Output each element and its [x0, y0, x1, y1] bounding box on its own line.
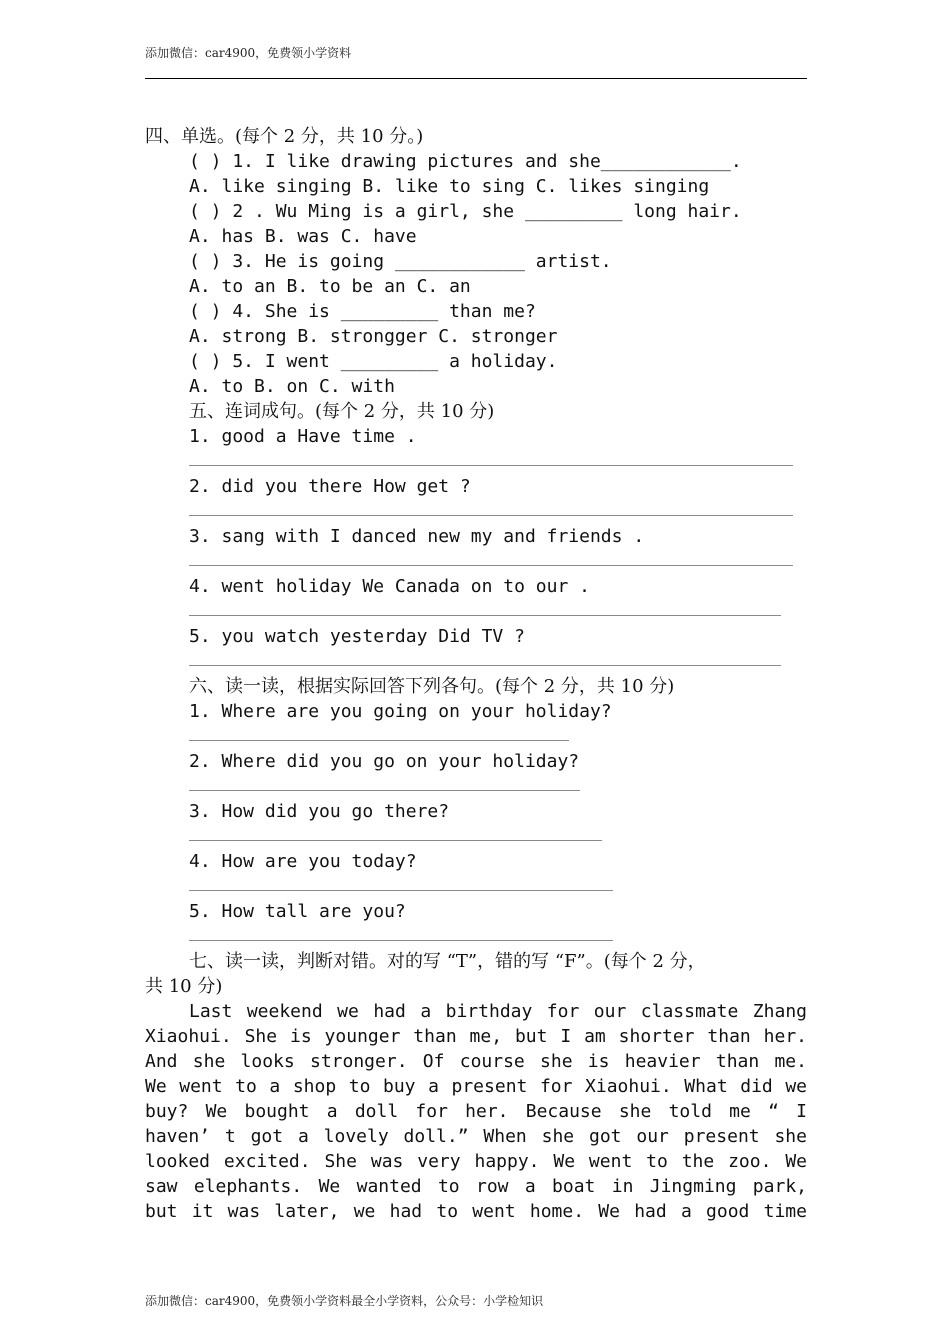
question-2-options: A. has B. was C. have — [189, 226, 417, 247]
answer-question-4: 4. How are you today? — [189, 851, 417, 872]
section-6-title: 六、读一读，根据实际回答下列各句。(每个 2 分，共 10 分) — [189, 676, 675, 697]
word-order-item-2: 2. did you there How get ? — [189, 476, 471, 497]
answer-line — [145, 924, 807, 949]
answer-line — [145, 599, 807, 624]
section-4-title: 四、单选。(每个 2 分，共 10 分。) — [145, 126, 424, 147]
word-order-item-3: 3. sang with I danced new my and friends . — [189, 526, 645, 547]
word-order-item-5: 5. you watch yesterday Did TV ? — [189, 626, 525, 647]
answer-line — [145, 449, 807, 474]
worksheet-content — [145, 124, 807, 1224]
question-5: ( ) 5. I went _________ a holiday. — [189, 351, 558, 372]
question-1-options: A. like singing B. like to sing C. likes singing — [189, 176, 710, 197]
passage-line: saw elephants. We wanted to row a boat in Jingming park, — [145, 1176, 807, 1197]
passage-line: but it was later, we had to went home. We had a good time — [145, 1201, 807, 1222]
section-7-title: 七、读一读，判断对错。对的写 “T”，错的写 “F”。(每个 2 分， — [189, 951, 706, 972]
answer-question-2: 2. Where did you go on your holiday? — [189, 751, 580, 772]
answer-line — [145, 499, 807, 524]
answer-line — [145, 649, 807, 674]
word-order-item-1: 1. good a Have time . — [189, 426, 417, 447]
answer-line — [145, 724, 807, 749]
page-footer: 添加微信：car4900，免费领小学资料最全小学资料，公众号：小学检知识 — [145, 1294, 544, 1308]
answer-question-5: 5. How tall are you? — [189, 901, 406, 922]
answer-line — [145, 549, 807, 574]
passage-line: buy? We bought a doll for her. Because she told me “ I — [145, 1101, 807, 1122]
question-5-options: A. to B. on C. with — [189, 376, 395, 397]
word-order-item-4: 4. went holiday We Canada on to our . — [189, 576, 590, 597]
page-header: 添加微信：car4900，免费领小学资料 — [145, 46, 352, 60]
question-1: ( ) 1. I like drawing pictures and she____________. — [189, 151, 742, 172]
section-7-title-cont: 共 10 分) — [145, 976, 223, 997]
question-3-options: A. to an B. to be an C. an — [189, 276, 471, 297]
answer-line — [145, 774, 807, 799]
passage-line: We went to a shop to buy a present for Xiaohui. What did we — [145, 1076, 807, 1097]
passage-line: Last weekend we had a birthday for our classmate Zhang — [189, 1001, 807, 1022]
passage-line: looked excited. She was very happy. We went to the zoo. We — [145, 1151, 807, 1172]
answer-question-3: 3. How did you go there? — [189, 801, 450, 822]
header-divider — [145, 78, 807, 79]
answer-question-1: 1. Where are you going on your holiday? — [189, 701, 612, 722]
question-4-options: A. strong B. strongger C. stronger — [189, 326, 558, 347]
passage-line: Xiaohui. She is younger than me, but I am shorter than her. — [145, 1026, 807, 1047]
question-2: ( ) 2 . Wu Ming is a girl, she _________ long hair. — [189, 201, 742, 222]
passage-line: haven’ t got a lovely doll.” When she got our present she — [145, 1126, 807, 1147]
answer-line — [145, 824, 807, 849]
question-3: ( ) 3. He is going ____________ artist. — [189, 251, 612, 272]
passage-line: And she looks stronger. Of course she is heavier than me. — [145, 1051, 807, 1072]
question-4: ( ) 4. She is _________ than me? — [189, 301, 536, 322]
answer-line — [145, 874, 807, 899]
section-5-title: 五、连词成句。(每个 2 分，共 10 分) — [189, 401, 495, 422]
